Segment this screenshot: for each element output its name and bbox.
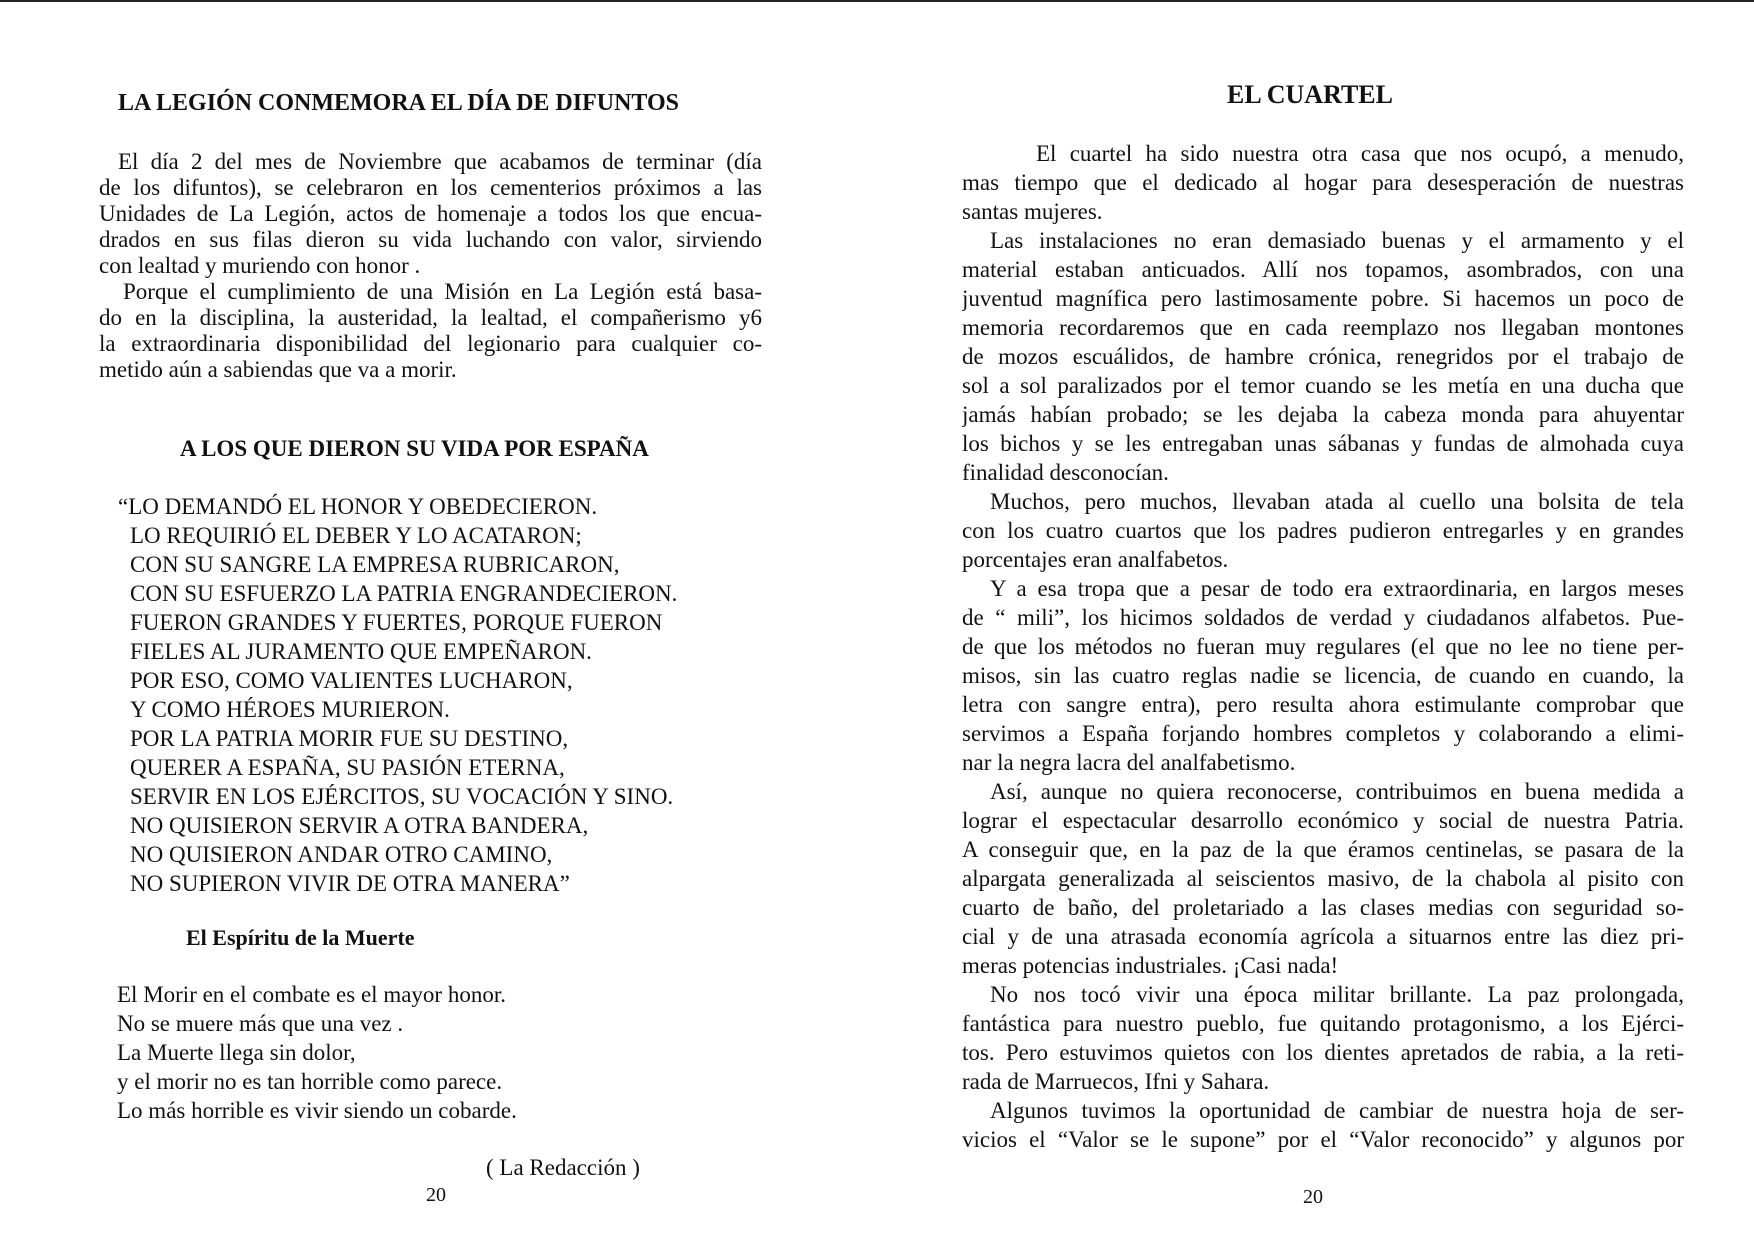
poem-line: FUERON GRANDES Y FUERTES, PORQUE FUERON: [130, 610, 663, 635]
poem-line: SERVIR EN LOS EJÉRCITOS, SU VOCACIÓN Y SINO.: [130, 784, 674, 809]
body-line: porcentajes eran analfabetos.: [962, 547, 1229, 572]
page-number-right: 20: [1303, 1186, 1323, 1208]
intro-line: la extraordinaria disponibilidad del legionario para cualquier co-: [99, 331, 762, 356]
poem-line: NO QUISIERON ANDAR OTRO CAMINO,: [130, 842, 553, 867]
body-line: servimos a España forjando hombres completos y colaborando a elimi-: [962, 721, 1684, 746]
poem-line: CON SU SANGRE LA EMPRESA RUBRICARON,: [130, 552, 620, 577]
body-line: memoria recordaremos que en cada reemplazo nos llegaban montones: [962, 315, 1684, 340]
intro-line: metido aún a sabiendas que va a morir.: [99, 357, 457, 382]
body-line: rada de Marruecos, Ifni y Sahara.: [962, 1069, 1270, 1094]
body-line: lograr el espectacular desarrollo económico y social de nuestra Patria.: [962, 808, 1684, 833]
body-line: Las instalaciones no eran demasiado buenas y el armamento y el: [990, 228, 1684, 253]
intro-line: de los difuntos), se celebraron en los cementerios próximos a las: [99, 175, 762, 200]
body-line: No nos tocó vivir una época militar brillante. La paz prolongada,: [990, 982, 1684, 1007]
poem-line: NO QUISIERON SERVIR A OTRA BANDERA,: [130, 813, 589, 838]
poem-title: A LOS QUE DIERON SU VIDA POR ESPAÑA: [180, 436, 649, 461]
poem-line: QUERER A ESPAÑA, SU PASIÓN ETERNA,: [130, 755, 565, 780]
right-page: [877, 0, 1754, 1240]
spirit-title: El Espíritu de la Muerte: [186, 925, 415, 950]
poem-line: POR ESO, COMO VALIENTES LUCHARON,: [130, 668, 573, 693]
body-line: cuarto de baño, del proletariado a las clases medias con seguridad so-: [962, 895, 1684, 920]
body-line: mas tiempo que el dedicado al hogar para desesperación de nuestras: [962, 170, 1684, 195]
body-line: cial y de una atrasada economía agrícola a situarnos entre las diez pri-: [962, 924, 1684, 949]
intro-line: drados en sus filas dieron su vida luchando con valor, sirviendo: [99, 227, 762, 252]
intro-line: El día 2 del mes de Noviembre que acabamos de terminar (día: [118, 149, 762, 174]
spirit-line: y el morir no es tan horrible como parece.: [117, 1069, 503, 1094]
body-line: santas mujeres.: [962, 199, 1103, 224]
intro-line: Porque el cumplimiento de una Misión en La Legión está basa-: [123, 279, 762, 304]
spirit-line: Lo más horrible es vivir siendo un cobarde.: [117, 1098, 517, 1123]
poem-line: CON SU ESFUERZO LA PATRIA ENGRANDECIERON.: [130, 581, 678, 606]
spirit-line: No se muere más que una vez .: [117, 1011, 404, 1036]
body-line: fantástica para nuestro pueblo, fue quitando protagonismo, a los Ejérci-: [962, 1011, 1684, 1036]
poem-line: NO SUPIERON VIVIR DE OTRA MANERA”: [130, 871, 570, 896]
body-line: de mozos escuálidos, de hambre crónica, renegridos por el trabajo de: [962, 344, 1684, 369]
body-line: material estaban anticuados. Allí nos topamos, asombrados, con una: [962, 257, 1684, 282]
intro-line: Unidades de La Legión, actos de homenaje a todos los que encua-: [99, 201, 762, 226]
signature: ( La Redacción ): [486, 1155, 640, 1180]
intro-line: do en la disciplina, la austeridad, la lealtad, el compañerismo y6: [99, 305, 762, 330]
body-line: vicios el “Valor se le supone” por el “Valor reconocido” y algunos por: [962, 1127, 1684, 1152]
body-line: nar la negra lacra del analfabetismo.: [962, 750, 1296, 775]
article-title: LA LEGIÓN CONMEMORA EL DÍA DE DIFUNTOS: [118, 90, 679, 116]
intro-line: con lealtad y muriendo con honor .: [99, 253, 421, 278]
poem-line: FIELES AL JURAMENTO QUE EMPEÑARON.: [130, 639, 592, 664]
poem-line: POR LA PATRIA MORIR FUE SU DESTINO,: [130, 726, 569, 751]
body-line: Así, aunque no quiera reconocerse, contribuimos en buena medida a: [990, 779, 1684, 804]
body-line: misos, sin las cuatro reglas nadie se licencia, de cuando en cuando, la: [962, 663, 1684, 688]
body-line: El cuartel ha sido nuestra otra casa que nos ocupó, a menudo,: [1036, 141, 1684, 166]
body-line: con los cuatro cuartos que los padres pudieron entregarles y en grandes: [962, 518, 1684, 543]
page-number-left: 20: [426, 1184, 446, 1206]
poem-line: Y COMO HÉROES MURIERON.: [130, 697, 450, 722]
body-line: letra con sangre entra), pero resulta ahora estimulante comprobar que: [962, 692, 1684, 717]
spirit-line: El Morir en el combate es el mayor honor.: [117, 982, 506, 1007]
article-title-right: EL CUARTEL: [1227, 80, 1393, 109]
body-line: juventud magnífica pero lastimosamente pobre. Si hacemos un poco de: [962, 286, 1684, 311]
body-line: finalidad desconocían.: [962, 460, 1169, 485]
body-line: meras potencias industriales. ¡Casi nada!: [962, 953, 1339, 978]
body-line: de que los métodos no fueran muy regulares (el que no lee no tiene per-: [962, 634, 1684, 659]
body-line: Y a esa tropa que a pesar de todo era extraordinaria, en largos meses: [990, 576, 1684, 601]
body-line: tos. Pero estuvimos quietos con los dientes apretados de rabia, a la reti-: [962, 1040, 1684, 1065]
body-line: Algunos tuvimos la oportunidad de cambiar de nuestra hoja de ser-: [990, 1098, 1684, 1123]
body-line: alpargata generalizada al seiscientos masivo, de la chabola al pisito con: [962, 866, 1684, 891]
spirit-line: La Muerte llega sin dolor,: [117, 1040, 356, 1065]
poem-line: LO REQUIRIÓ EL DEBER Y LO ACATARON;: [130, 523, 582, 548]
body-line: los bichos y se les entregaban unas sábanas y fundas de almohada cuya: [962, 431, 1684, 456]
body-line: sol a sol paralizados por el temor cuando se les metía en una ducha que: [962, 373, 1684, 398]
poem-line: “LO DEMANDÓ EL HONOR Y OBEDECIERON.: [118, 494, 598, 519]
body-line: de “ mili”, los hicimos soldados de verdad y ciudadanos alfabetos. Pue-: [962, 605, 1684, 630]
body-line: jamás habían probado; se les dejaba la cabeza monda para ahuyentar: [962, 402, 1684, 427]
body-line: Muchos, pero muchos, llevaban atada al cuello una bolsita de tela: [990, 489, 1684, 514]
body-line: A conseguir que, en la paz de la que éramos centinelas, se pasara de la: [962, 837, 1684, 862]
